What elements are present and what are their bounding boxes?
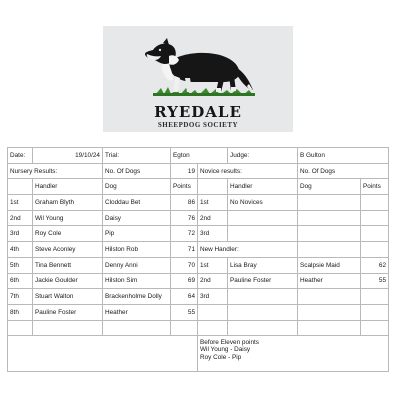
society-logo (103, 26, 293, 132)
table-row: 3rd Roy Cole Pip 72 3rd (8, 226, 389, 242)
table-row: 5th Tina Bennett Denny Anni 70 1st Lisa Bray Scalpsie Maid 62 (8, 257, 389, 273)
logo-subtitle: SHEEPDOG SOCIETY (157, 121, 239, 129)
notes-line: Roy Cole - Pip (200, 353, 242, 361)
table-row: 1st Graham Blyth Cloddau Bet 86 1st No Novices (8, 195, 389, 211)
logo-title: RYEDALE (154, 103, 242, 121)
novice-handler-header: Handler (228, 179, 298, 195)
notes-line: Before Eleven points (200, 339, 259, 347)
table-row: 8th Pauline Foster Heather 55 (8, 304, 389, 320)
novice-dogs-label: No. Of Dogs (298, 163, 389, 179)
novice-dog-header: Dog (298, 179, 361, 195)
column-header-row (8, 179, 389, 195)
section-title-row (8, 163, 389, 179)
novice-title: Novice results: (198, 163, 298, 179)
nursery-handler-header: Handler (33, 179, 103, 195)
judge-label: Judge: (228, 148, 298, 164)
table-row (8, 320, 389, 336)
trial-value: Egton (171, 148, 228, 164)
date-value: 19/10/24 (33, 148, 103, 164)
new-handler-title: New Handler: (198, 242, 298, 258)
nursery-title: Nursery Results: (8, 163, 103, 179)
nursery-dogs-label: No. Of Dogs (103, 163, 171, 179)
nursery-dog-header: Dog (103, 179, 171, 195)
header-row (8, 148, 389, 164)
table-row: 2nd Wil Young Daisy 76 2nd (8, 210, 389, 226)
table-row: 4th Steve Aconley Hilston Rob 71 New Handler: (8, 242, 389, 258)
novice-points-header: Points (361, 179, 389, 195)
table-row: 7th Stuart Walton Brackenholme Dolly 64 3rd (8, 289, 389, 305)
nursery-dogs-count: 19 (171, 163, 198, 179)
notes-cell (198, 336, 389, 372)
results-table (7, 147, 389, 372)
notes-row (8, 336, 389, 372)
trial-label: Trial: (103, 148, 171, 164)
date-label: Date: (8, 148, 33, 164)
table-row: 6th Jackie Goulder Hilston Sim 69 2nd Pauline Foster Heather 55 (8, 273, 389, 289)
nursery-points-header: Points (171, 179, 198, 195)
notes-line: Wil Young - Daisy (200, 346, 251, 354)
judge-value: B Gulton (298, 148, 389, 164)
